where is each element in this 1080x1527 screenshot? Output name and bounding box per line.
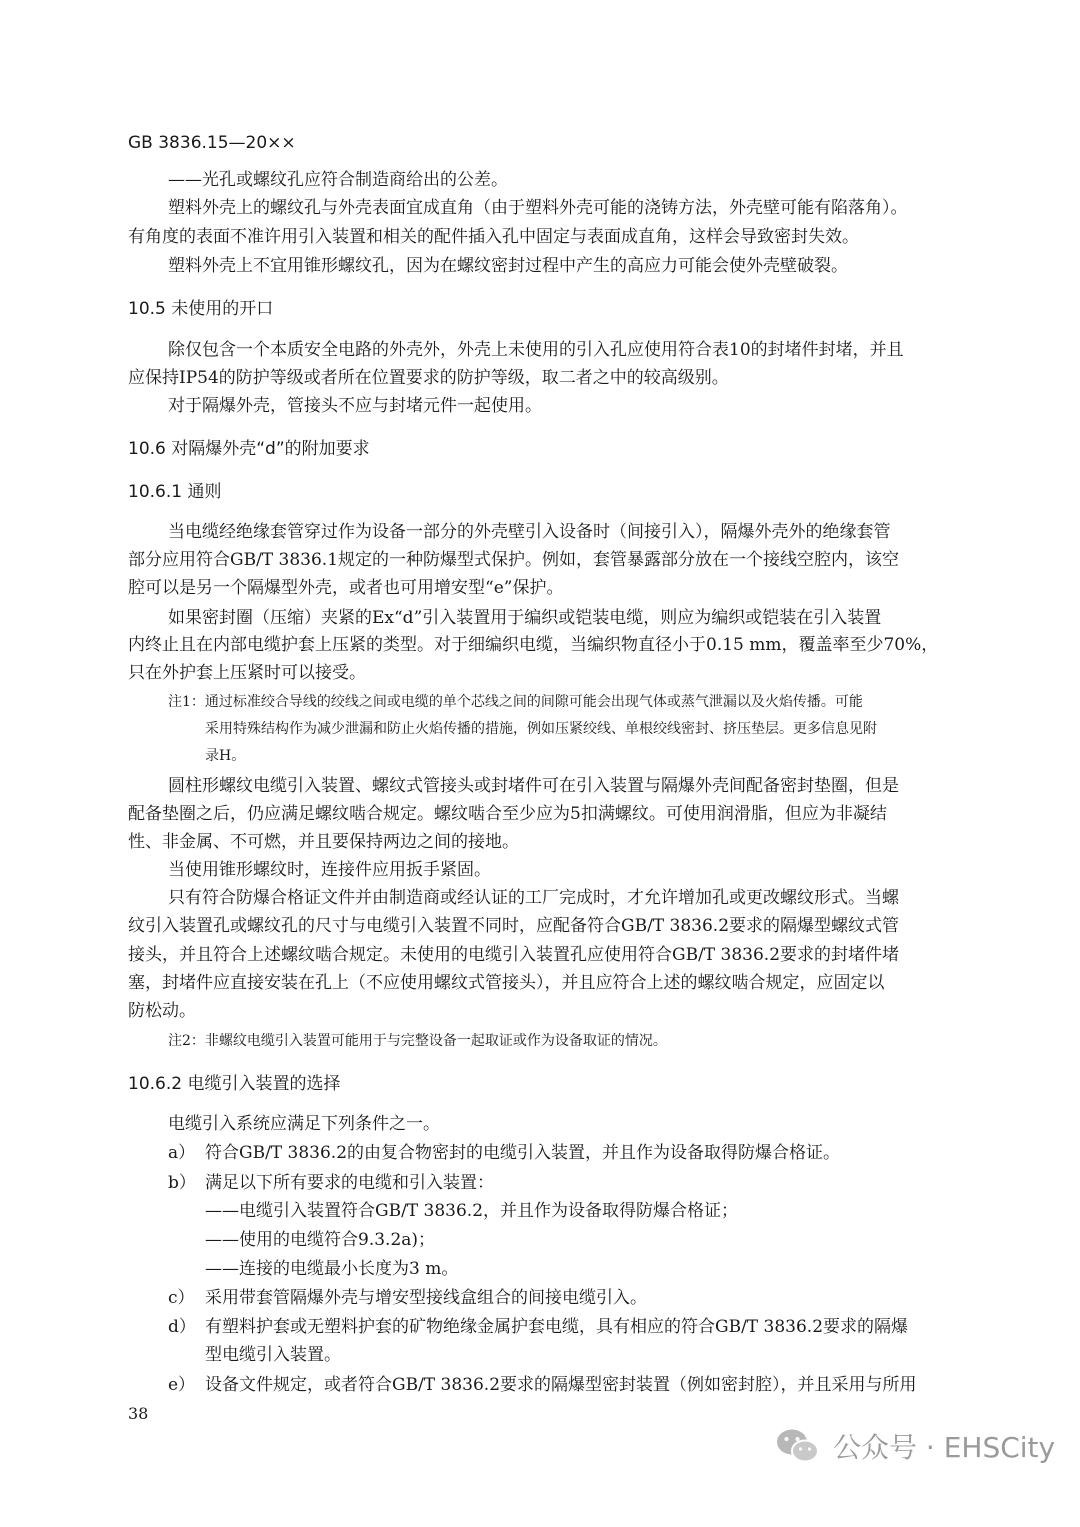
note-line: 录H。	[205, 748, 246, 764]
list-label: c）	[168, 1288, 195, 1308]
watermark	[775, 1424, 1055, 1468]
subsection-heading: 10.6.2 电缆引入装置的选择	[128, 1074, 341, 1094]
sub-list-item: ——使用的电缆符合9.3.2a)；	[205, 1230, 436, 1250]
paragraph-line: 接头，并且符合上述螺纹啮合规定。未使用的电缆引入装置孔应使用符合GB/T 3836.2要求的封堵件堵	[128, 945, 900, 965]
paragraph-line: 如果密封圈（压缩）夹紧的Ex“d”引入装置用于编织或铠装电缆，则应为编织或铠装在引入装置	[168, 608, 882, 628]
list-label: d）	[168, 1317, 196, 1337]
subsection-heading: 10.6.1 通则	[128, 482, 222, 502]
wechat-icon	[775, 1426, 821, 1466]
list-text: 满足以下所有要求的电缆和引入装置：	[205, 1173, 494, 1193]
page-number: 38	[128, 1404, 149, 1423]
list-label: b）	[168, 1173, 196, 1193]
paragraph-line: 除仅包含一个本质安全电路的外壳外，外壳上未使用的引入孔应使用符合表10的封堵件封堵，并且	[168, 340, 904, 360]
list-label: a）	[168, 1143, 196, 1163]
paragraph-line: 有角度的表面不准许用引入装置和相关的配件插入孔中固定与表面成直角，这样会导致密封失效。	[128, 227, 859, 247]
sub-list-item: ——电缆引入装置符合GB/T 3836.2，并且作为设备取得防爆合格证；	[205, 1201, 739, 1221]
paragraph-line: 腔可以是另一个隔爆型外壳，或者也可用增安型“e”保护。	[128, 578, 564, 598]
list-text-continuation: 型电缆引入装置。	[205, 1345, 341, 1365]
note-line: 采用特殊结构作为减少泄漏和防止火焰传播的措施，例如压紧绞线、单根绞线密封、挤压垫层。更多信息见附	[205, 721, 877, 737]
paragraph-line: ——光孔或螺纹孔应符合制造商给出的公差。	[168, 170, 508, 190]
section-heading: 10.6 对隔爆外壳“d”的附加要求	[128, 439, 370, 459]
note-line: 注2：非螺纹电缆引入装置可能用于与完整设备一起取证或作为设备取证的情况。	[168, 1033, 667, 1049]
paragraph-line: 纹引入装置孔或螺纹孔的尺寸与电缆引入装置不同时，应配备符合GB/T 3836.2要求的隔爆型螺纹式管	[128, 916, 900, 936]
list-text: 符合GB/T 3836.2的由复合物密封的电缆引入装置，并且作为设备取得防爆合格证。	[205, 1143, 841, 1163]
sub-list-item: ——连接的电缆最小长度为3 m。	[205, 1259, 459, 1279]
paragraph-line: 塑料外壳上不宜用锥形螺纹孔，因为在螺纹密封过程中产生的高应力可能会使外壳壁破裂。	[168, 256, 848, 276]
paragraph-line: 内终止且在内部电缆护套上压紧的类型。对于细编织电缆，当编织物直径小于0.15 mm，覆盖率至少70%，	[128, 635, 939, 655]
list-label: e）	[168, 1375, 196, 1395]
paragraph-line: 只在外护套上压紧时可以接受。	[128, 663, 366, 683]
paragraph-line: 塞，封堵件应直接安装在孔上（不应使用螺纹式管接头），并且应符合上述的螺纹啮合规定，应固定以	[128, 973, 885, 993]
paragraph-line: 只有符合防爆合格证文件并由制造商或经认证的工厂完成时，才允许增加孔或更改螺纹形式。当螺	[168, 888, 899, 908]
paragraph-line: 圆柱形螺纹电缆引入装置、螺纹式管接头或封堵件可在引入装置与隔爆外壳间配备密封垫圈，但是	[168, 776, 899, 796]
watermark-text: 公众号 · EHSCity	[833, 1431, 1056, 1464]
document-code: GB 3836.15—20××	[128, 133, 296, 153]
paragraph-line: 性、非金属、不可燃，并且要保持两边之间的接地。	[128, 832, 519, 852]
list-text: 有塑料护套或无塑料护套的矿物绝缘金属护套电缆，具有相应的符合GB/T 3836.2要求的隔爆	[205, 1317, 909, 1337]
paragraph-line: 电缆引入系统应满足下列条件之一。	[168, 1114, 440, 1134]
paragraph-line: 应保持IP54的防护等级或者所在位置要求的防护等级，取二者之中的较高级别。	[128, 368, 729, 388]
list-text: 设备文件规定，或者符合GB/T 3836.2要求的隔爆型密封装置（例如密封腔），并且采用与所用	[205, 1375, 917, 1395]
paragraph-line: 对于隔爆外壳，管接头不应与封堵元件一起使用。	[168, 396, 542, 416]
note-line: 注1：通过标准绞合导线的绞线之间或电缆的单个芯线之间的间隙可能会出现气体或蒸气泄漏以及火焰传播。可能	[168, 694, 863, 710]
paragraph-line: 当电缆经绝缘套管穿过作为设备一部分的外壳壁引入设备时（间接引入），隔爆外壳外的绝缘套管	[168, 522, 891, 542]
paragraph-line: 配备垫圈之后，仍应满足螺纹啮合规定。螺纹啮合至少应为5扣满螺纹。可使用润滑脂，但应为非凝结	[128, 804, 887, 824]
paragraph-line: 防松动。	[128, 1001, 196, 1021]
paragraph-line: 当使用锥形螺纹时，连接件应用扳手紧固。	[168, 860, 491, 880]
paragraph-line: 塑料外壳上的螺纹孔与外壳表面宜成直角（由于塑料外壳可能的浇铸方法，外壳壁可能有陷落角）。	[168, 198, 908, 218]
section-heading: 10.5 未使用的开口	[128, 299, 274, 319]
list-text: 采用带套管隔爆外壳与增安型接线盒组合的间接电缆引入。	[205, 1288, 647, 1308]
paragraph-line: 部分应用符合GB/T 3836.1规定的一种防爆型式保护。例如，套管暴露部分放在一个接线空腔内，该空	[128, 550, 900, 570]
